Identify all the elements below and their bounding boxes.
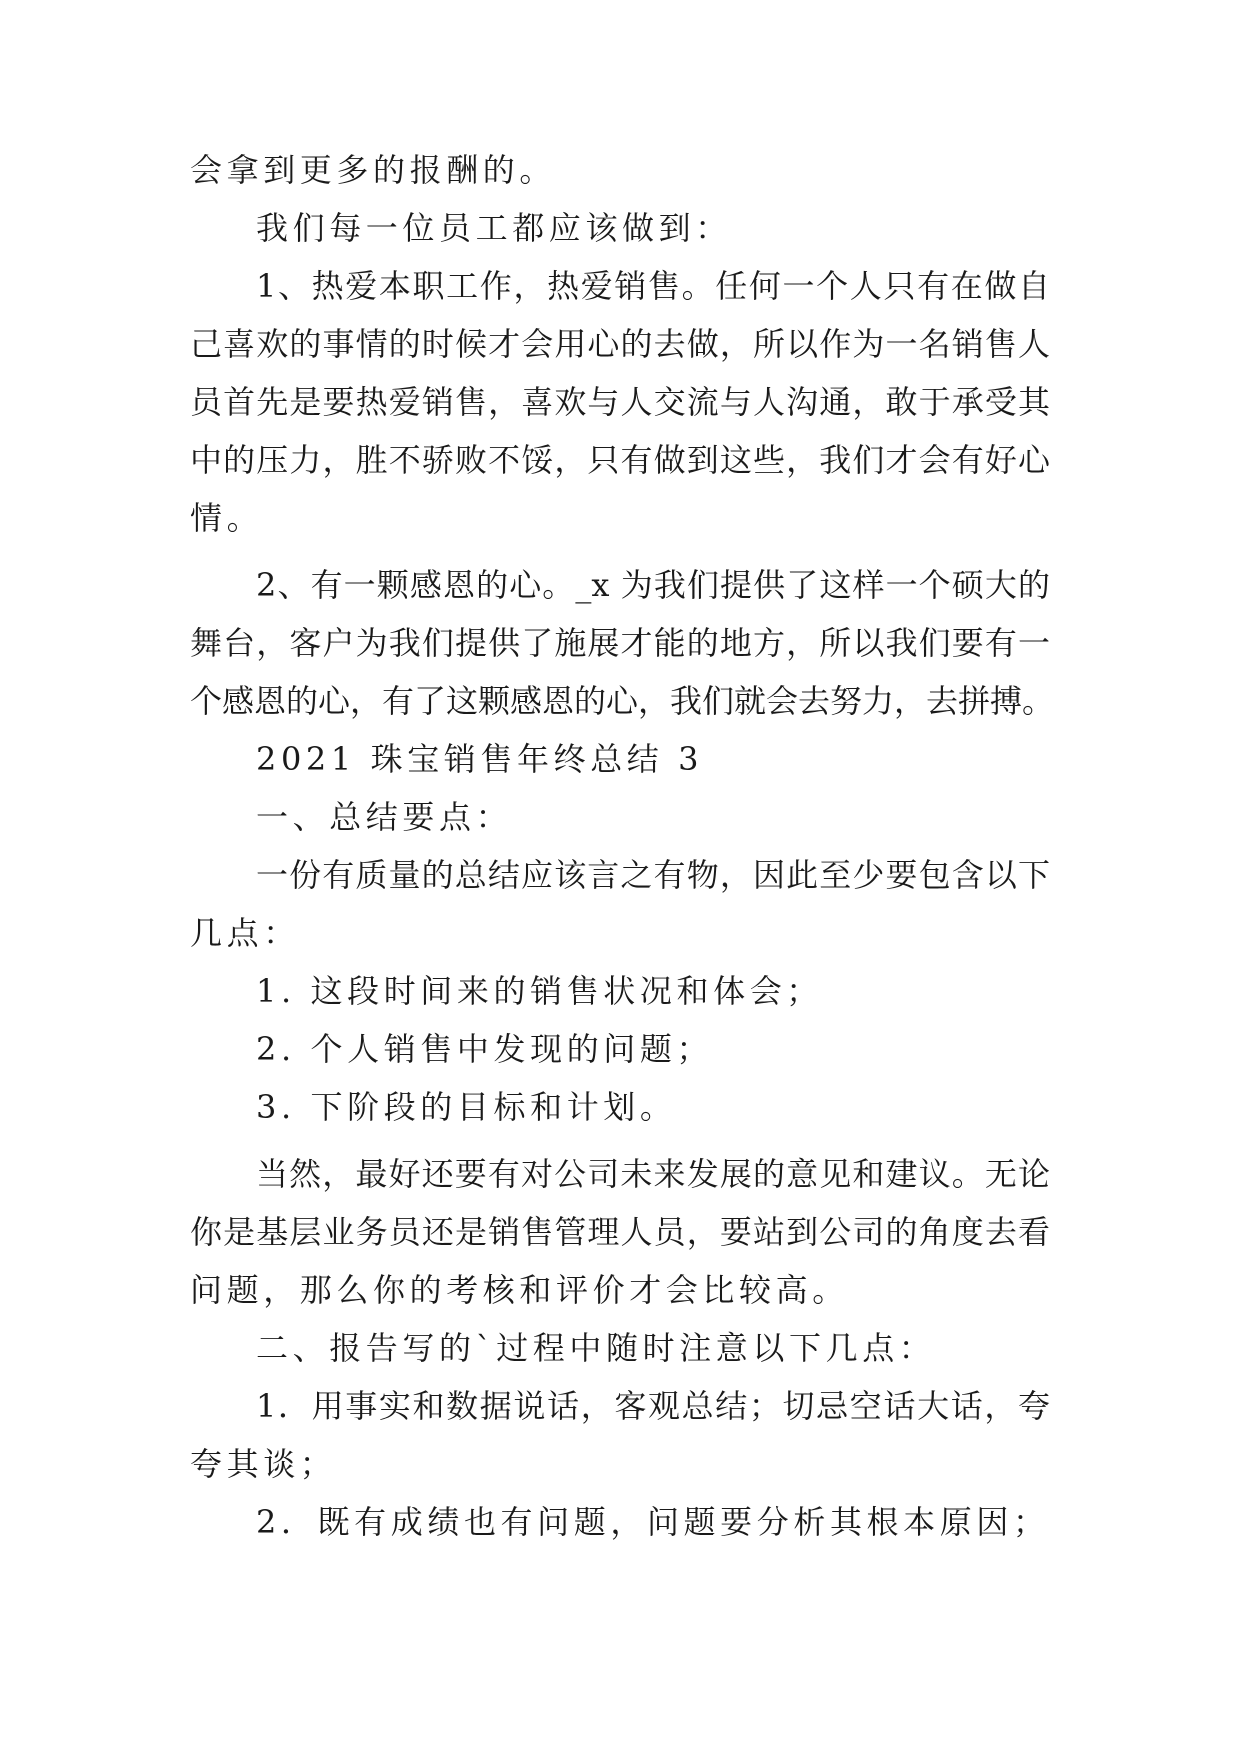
text-line: 舞台，客户为我们提供了施展才能的地方，所以我们要有一: [190, 624, 1050, 662]
list-item: 3. 下阶段的目标和计划。: [256, 1088, 677, 1126]
text-line: 问题，那么你的考核和评价才会比较高。: [190, 1271, 849, 1309]
text-line: 员首先是要热爱销售，喜欢与人交流与人沟通，敢于承受其: [190, 383, 1050, 421]
text-line: 1、热爱本职工作，热爱销售。任何一个人只有在做自: [256, 267, 1050, 305]
text-line: 当然，最好还要有对公司未来发展的意见和建议。无论: [256, 1155, 1050, 1193]
text-line: 2、有一颗感恩的心。_x 为我们提供了这样一个硕大的: [256, 566, 1050, 604]
text-line: 一、总结要点：: [256, 798, 513, 836]
text-line: 个感恩的心，有了这颗感恩的心，我们就会去努力，去拼搏。: [190, 682, 1055, 720]
text-line: 一份有质量的总结应该言之有物，因此至少要包含以下: [256, 856, 1050, 894]
text-line: 己喜欢的事情的时候才会用心的去做，所以作为一名销售人: [190, 325, 1050, 363]
text-line: 你是基层业务员还是销售管理人员，要站到公司的角度去看: [190, 1213, 1050, 1251]
text-line: 几点：: [190, 914, 300, 952]
text-line: 夸其谈；: [190, 1445, 337, 1483]
text-line: 会拿到更多的报酬的。: [190, 151, 557, 189]
list-item: 2. 个人销售中发现的问题；: [256, 1030, 714, 1068]
list-item: 1. 这段时间来的销售状况和体会；: [256, 972, 823, 1010]
text-line: 中的压力，胜不骄败不馁，只有做到这些，我们才会有好心: [190, 441, 1050, 479]
text-line: 情。: [190, 499, 264, 537]
text-line: 二、报告写的`过程中随时注意以下几点：: [256, 1329, 936, 1367]
list-item: 1．用事实和数据说话，客观总结；切忌空话大话，夸: [256, 1387, 1050, 1425]
section-heading: 2021 珠宝销售年终总结 3: [256, 740, 704, 778]
text-line: 我们每一位员工都应该做到：: [256, 209, 732, 247]
list-item: 2．既有成绩也有问题，问题要分析其根本原因；: [256, 1503, 1050, 1541]
